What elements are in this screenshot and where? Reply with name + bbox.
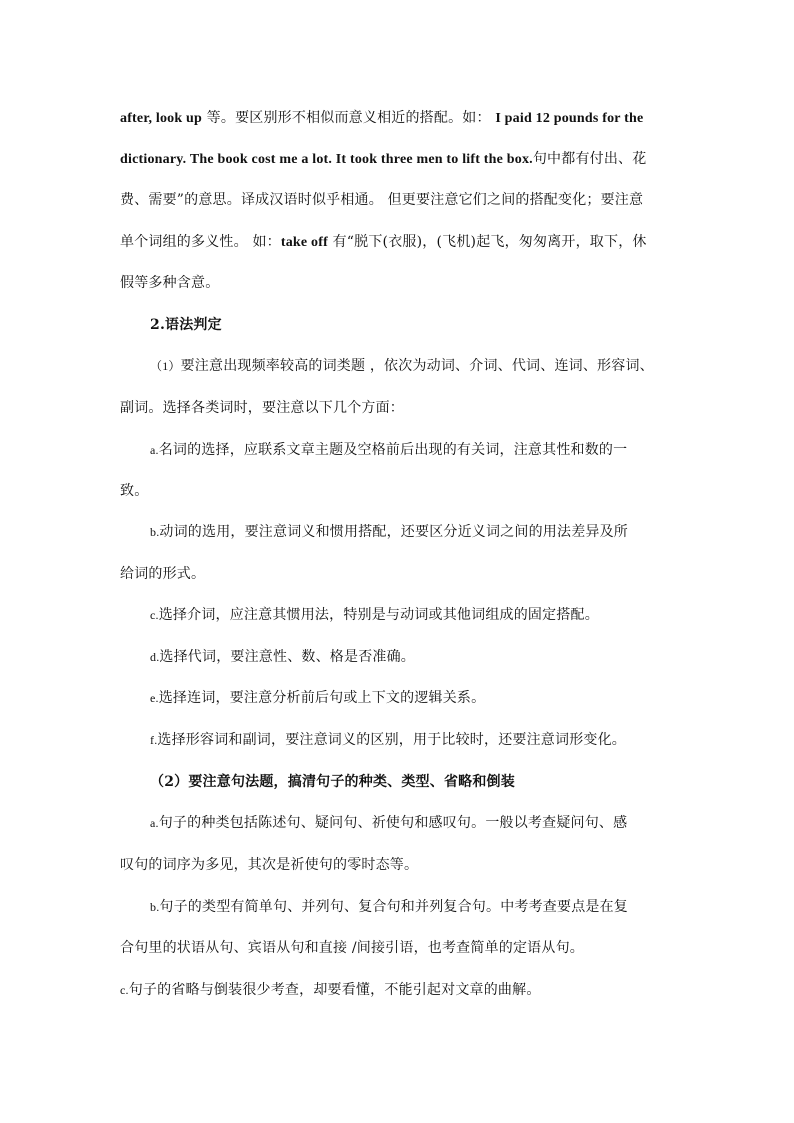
paragraph-line (120, 232, 680, 253)
list-item (120, 980, 680, 1000)
list-marker: a. (150, 443, 159, 457)
english-phrase: take off (280, 235, 328, 250)
body-text: 有“脱下(衣服)，(飞机)起飞，匆匆离开，取下，休 (327, 234, 647, 250)
paragraph-line: 致。 (120, 483, 149, 499)
section-heading: 2.语法判定 (150, 317, 222, 333)
list-item (150, 605, 710, 625)
body-text: 选择介词，应注意其惯用法，特别是与动词或其他词组成的固定搭配。 (158, 607, 599, 623)
body-text: 句中都有付出、花 (532, 151, 647, 167)
body-text: 选择连词，要注意分析前后句或上下文的逻辑关系。 (158, 690, 486, 706)
list-marker: c. (120, 983, 129, 997)
subsection-heading: （2）要注意句法题，搞清句子的种类、类型、省略和倒装 (150, 774, 515, 790)
list-item (150, 522, 710, 542)
list-item (150, 688, 710, 708)
list-marker: d. (150, 650, 160, 664)
paragraph-line: 费、需要”的意思。译成汉语时似乎相通。 但更要注意它们之间的搭配变化；要注意 (120, 192, 644, 208)
list-item (150, 440, 710, 460)
paragraph-line: 副词。选择各类词时，要注意以下几个方面： (120, 400, 404, 416)
list-marker: a. (150, 816, 159, 830)
list-item (150, 897, 710, 917)
paragraph-line: 给词的形式。 (120, 566, 206, 582)
list-marker: c. (150, 608, 159, 622)
body-text: 动词的选用，要注意词义和惯用搭配，还要区分近义词之间的用法差异及所 (159, 524, 629, 540)
list-item (150, 647, 710, 667)
english-sentence: dictionary. The book cost me a lot. It took three men to lift the box. (120, 152, 533, 167)
paragraph-line (120, 108, 680, 129)
list-item (150, 813, 710, 833)
paragraph-line: 叹句的词序为多见，其次是祈使句的零时态等。 (120, 857, 419, 873)
english-sentence: I paid 12 pounds for the (495, 111, 644, 126)
list-marker: （1） (150, 359, 181, 373)
paragraph-line (120, 149, 680, 170)
list-marker: f. (150, 733, 158, 747)
body-text: 选择代词，要注意性、数、格是否准确。 (159, 649, 416, 665)
list-marker: b. (150, 900, 160, 914)
body-text: 名词的选择，应联系文章主题及空格前后出现的有关词，注意其性和数的一 (158, 442, 628, 458)
paragraph-line: 合句里的状语从句、宾语从句和直接 /间接引语，也考查简单的定语从句。 (120, 940, 584, 956)
paragraph-line (150, 356, 710, 376)
english-phrase: after, look up (120, 111, 203, 126)
list-marker: e. (150, 691, 159, 705)
body-text: 句子的类型有简单句、并列句、复合句和并列复合句。中考考查要点是在复 (159, 899, 629, 915)
list-marker: b. (150, 525, 160, 539)
body-text: 要注意出现频率较高的词类题 ，依次为动词、介词、代词、连词、形容词、 (180, 358, 654, 374)
body-text: 单个词组的多义性。 如： (120, 234, 281, 250)
body-text: 句子的省略与倒装很少考查，却要看懂，不能引起对文章的曲解。 (128, 982, 541, 998)
body-text: 选择形容词和副词，要注意词义的区别，用于比较时，还要注意词形变化。 (157, 732, 627, 748)
paragraph-line: 假等多种含意。 (120, 275, 220, 291)
body-text: 句子的种类包括陈述句、疑问句、祈使句和感叹句。一般以考查疑问句、感 (158, 815, 628, 831)
body-text: 等。要区别形不相似而意义相近的搭配。如： (202, 110, 496, 126)
list-item (150, 730, 710, 750)
